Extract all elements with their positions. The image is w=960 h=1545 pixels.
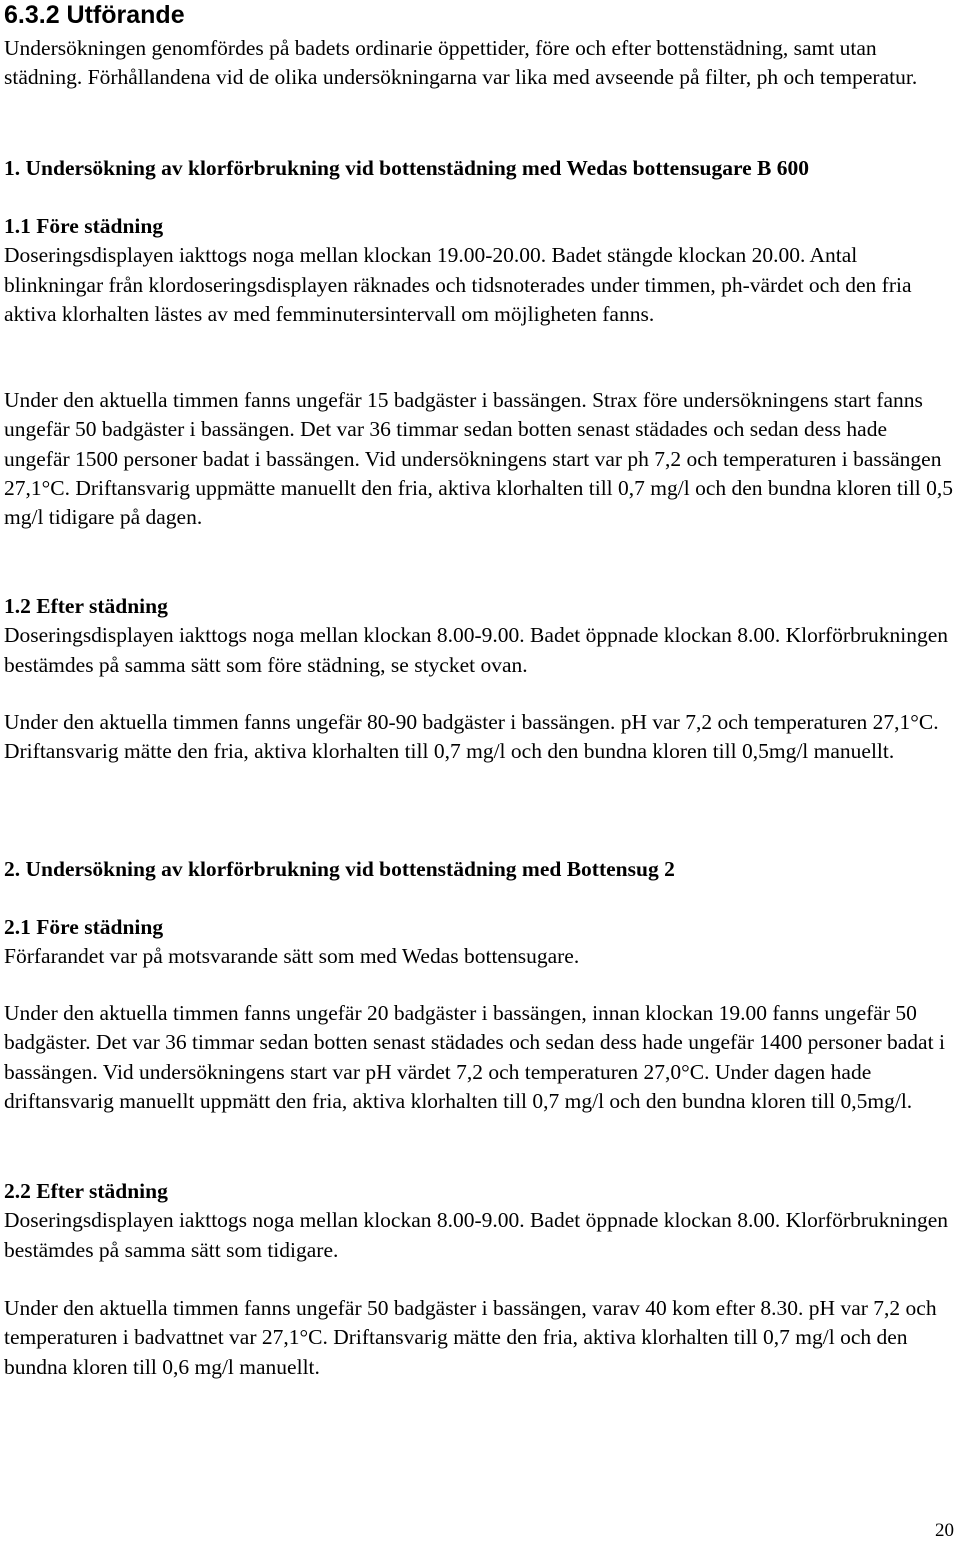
part2-sub1-para2-block [4,999,954,1116]
part2-heading: 2. Undersökning av klorförbrukning vid bottenstädning med Bottensug 2 [4,857,675,881]
part2-sub1-para1: Förfarandet var på motsvarande sätt som med Wedas bottensugare. [4,944,580,969]
part2-sub2-block [4,1177,954,1265]
part1-sub1-para1: Doseringsdisplayen iakttogs noga mellan klockan 19.00-20.00. Badet stängde klockan 20.00. Antal blinkningar från klordoseringsdisplayen räknades och tidsnoterades under timmen, ph-värdet och den fria aktiva klorhalten lästes av med femminutersintervall om möjligheten fanns. [4,243,912,326]
part2-sub2-para2-block [4,1294,954,1382]
part1-sub2-para1: Doseringsdisplayen iakttogs noga mellan klockan 8.00-9.00. Badet öppnade klockan 8.00. Klorförbrukningen bestämdes på samma sätt som före städning, se stycket ovan. [4,623,949,677]
part1-sub1-heading: 1.1 Före städning [4,214,164,238]
part1-sub2-heading: 1.2 Efter städning [4,594,168,618]
part2-sub2-para1: Doseringsdisplayen iakttogs noga mellan klockan 8.00-9.00. Badet öppnade klockan 8.00. Klorförbrukningen bestämdes på samma sätt som tidigare. [4,1208,949,1262]
part2-sub1-para2: Under den aktuella timmen fanns ungefär 20 badgäster i bassängen, innan klockan 19.00 fanns ungefär 50 badgäster. Det var 36 timmar sedan botten senast städades och sedan dess hade ungefär 1400 personer badat i bassängen. Vid undersökningens start var pH värdet 7,2 och temperaturen 27,0°C. Under dagen hade driftansvarig manuellt uppmätt den fria, aktiva klorhalten till 0,7 mg/l och den bundna kloren till 0,5mg/l. [4,1001,945,1113]
section-heading: 6.3.2 Utförande [4,1,185,29]
part2-heading-block [4,855,954,884]
part1-sub1-block [4,212,954,329]
part2-sub2-heading: 2.2 Efter städning [4,1179,168,1203]
intro-paragraph: Undersökningen genomfördes på badets ordinarie öppettider, före och efter bottenstädning, samt utan städning. Förhållandena vid de olika undersökningarna var lika med avseende på filter, ph och temperatur. [4,36,918,90]
part1-heading: 1. Undersökning av klorförbrukning vid bottenstädning med Wedas bottensugare B 600 [4,156,810,180]
part2-sub1-block [4,913,954,972]
page-number: 20 [935,1520,954,1541]
part1-sub2-para2: Under den aktuella timmen fanns ungefär 80-90 badgäster i bassängen. pH var 7,2 och temperaturen 27,1°C. Driftansvarig mätte den fria, aktiva klorhalten till 0,7 mg/l och den bundna kloren till 0,5mg/l manuellt. [4,710,939,764]
part2-sub2-para2: Under den aktuella timmen fanns ungefär 50 badgäster i bassängen, varav 40 kom efter 8.30. pH var 7,2 och temperaturen i badvattnet var 27,1°C. Driftansvarig mätte den fria, aktiva klorhalten till 0,7 mg/l och den bundna kloren till 0,6 mg/l manuellt. [4,1296,937,1379]
part1-sub1-para2-block [4,386,954,532]
part1-sub2-block [4,592,954,680]
intro-block [4,34,954,93]
part1-sub2-para2-block [4,708,954,767]
part2-sub1-heading: 2.1 Före städning [4,915,164,939]
part1-sub1-para2: Under den aktuella timmen fanns ungefär 15 badgäster i bassängen. Strax före undersökningens start fanns ungefär 50 badgäster i bassängen. Det var 36 timmar sedan botten senast städades och sedan dess hade ungefär 1500 personer badat i bassängen. Vid undersökningens start var ph 7,2 och temperaturen i bassängen 27,1°C. Driftansvarig uppmätte manuellt den fria, aktiva klorhalten till 0,7 mg/l och den bundna kloren till 0,5 mg/l tidigare på dagen. [4,388,954,530]
part1-heading-block [4,154,954,183]
